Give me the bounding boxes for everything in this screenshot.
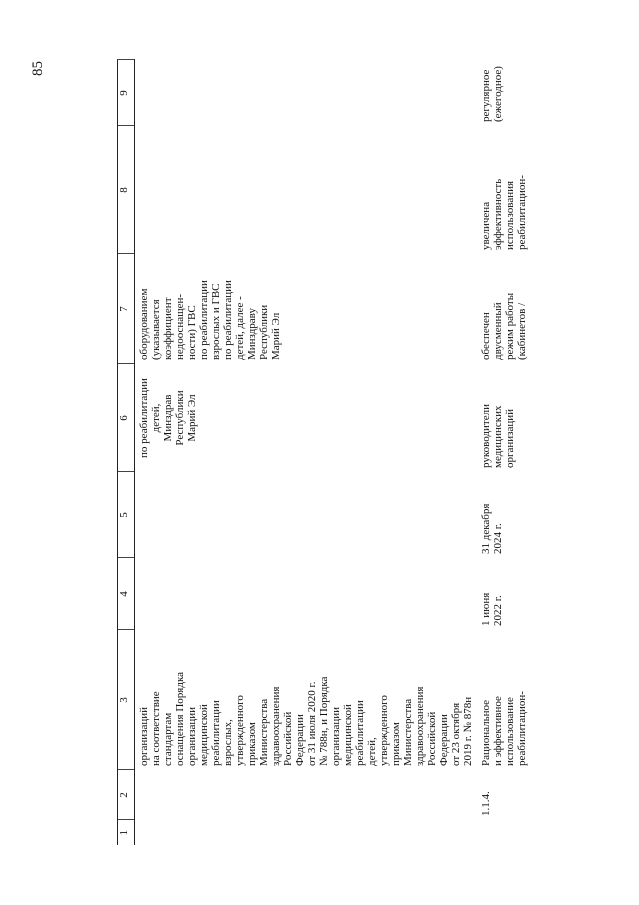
- cell-col5: 31 декабря 2024 г.: [480, 503, 504, 554]
- column-number: 4: [118, 558, 135, 630]
- column-number: 1: [118, 820, 135, 845]
- column-number: 2: [118, 770, 135, 820]
- cell-col8: увеличена эффективность использования реабилитацион-: [480, 175, 528, 250]
- cell-col7: обеспечен двусменный режим работы (кабинетов /: [480, 292, 528, 360]
- cell-col5: [135, 472, 478, 558]
- column-number: 5: [118, 472, 135, 558]
- table-row: [135, 60, 478, 845]
- plan-table: [117, 60, 573, 846]
- column-number: 7: [118, 254, 135, 364]
- column-number: 6: [118, 364, 135, 472]
- column-number: 8: [118, 126, 135, 254]
- cell-col9: регулярное (ежегодное): [480, 66, 504, 122]
- cell-col1: [477, 820, 573, 845]
- cell-col1: [135, 820, 478, 845]
- table-container: [117, 60, 540, 845]
- cell-col2: [135, 770, 478, 820]
- column-number: 3: [118, 630, 135, 770]
- cell-col3: организаций на соответствие стандартам оснащения Порядка организации медицинской реабилитации взрослых, утвержденного приказом Министерства здравоохранения Российской Федерации от 31 июля 2020 г. № 788н, и Порядка организации медицинской реабилитации детей, утвержденного приказом Министерства здравоохранения Российской Федерации от 23 октября 2019 г. № 878н: [138, 671, 474, 766]
- column-number: 9: [118, 60, 135, 126]
- cell-col3: Рациональное и эффективное использование реабилитацион-: [480, 691, 528, 766]
- table-row: [477, 60, 573, 845]
- cell-col6: по реабилитации детей, Минздрав Республики Марий Эл: [138, 378, 198, 458]
- page-number: 85: [30, 61, 46, 76]
- cell-col4: [135, 558, 478, 630]
- cell-col9: [135, 60, 478, 126]
- cell-col6: руководители медицинских организаций: [480, 404, 516, 468]
- cell-col8: [135, 126, 478, 254]
- cell-col4: 1 июня 2022 г.: [480, 592, 504, 626]
- column-number-row: [118, 60, 135, 845]
- cell-col7: оборудованием (указывается коэффициент недооснащен- ности) ГВС по реабилитации взрослых и ГВС по реабилитации детей, далее - Минздраву Республики Марий Эл: [138, 280, 282, 360]
- cell-col2: 1.1.4.: [480, 791, 492, 816]
